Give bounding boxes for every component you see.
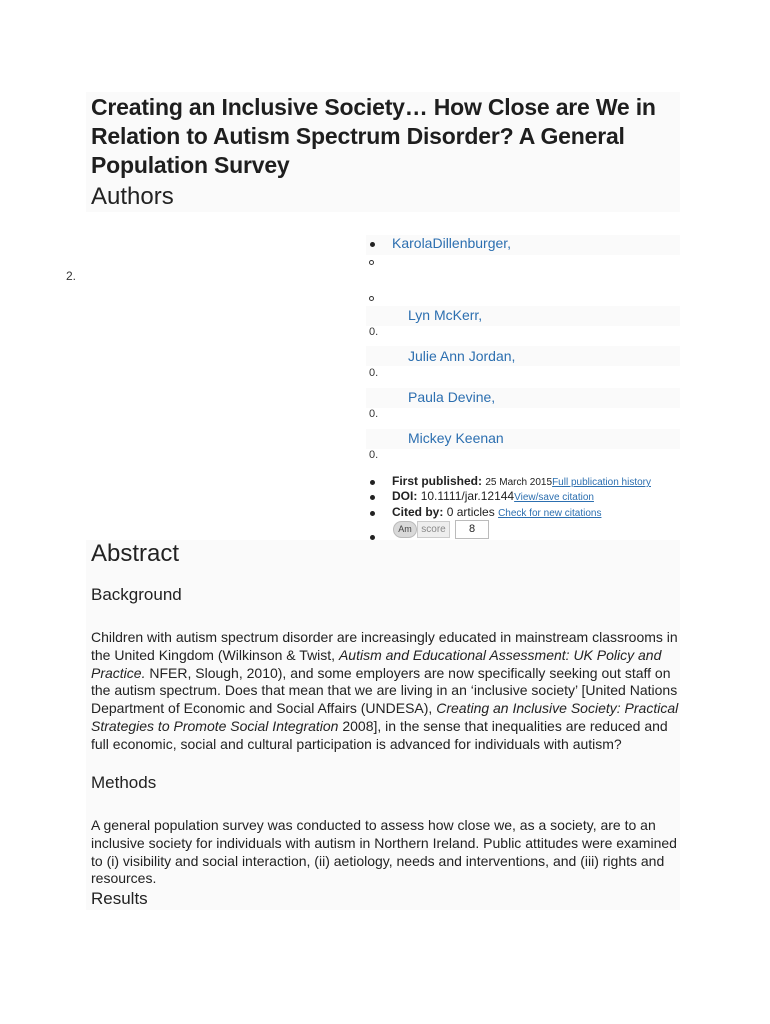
list-number: 2.	[66, 269, 77, 283]
altmetric-score: 8	[455, 520, 489, 539]
publication-history-link[interactable]: Full publication history	[552, 477, 651, 488]
background-heading: Background	[91, 585, 182, 604]
doi-value: 10.1111/jar.12144	[420, 489, 515, 503]
bullet-icon	[370, 495, 375, 500]
authors-heading: Authors	[91, 183, 174, 210]
circle-bullet-icon	[369, 260, 374, 265]
sublist-marker: 0.	[369, 367, 379, 379]
sublist-marker: 0.	[369, 326, 379, 338]
first-published-label: First published:	[392, 474, 482, 488]
background-citation-title-1: Autism and Educational Assessment: UK Policy and Practice.	[91, 646, 662, 681]
background-paragraph	[91, 629, 681, 754]
cited-by-row	[392, 505, 601, 519]
background-text-2: NFER, Slough, 2010), and some employers are now specifically seeking out staff on the autism spectrum. Does that mean that we are living in an ‘inclusive society’ [United Nations Department of Economic and Social Affairs (UNDESA),	[91, 664, 678, 717]
author-link-dillenburger[interactable]: KarolaDillenburger,	[392, 235, 512, 251]
cited-by-label: Cited by:	[392, 505, 444, 519]
article-title: Creating an Inclusive Society… How Close are We in Relation to Autism Spectrum Disorder? A General Population Survey	[91, 94, 656, 178]
doi-row	[392, 489, 594, 503]
bullet-icon	[370, 242, 375, 247]
altmetric-icon: Am	[393, 521, 417, 538]
abstract-heading: Abstract	[91, 540, 180, 567]
background-citation-title-2: Creating an Inclusive Society: Practical Strategies to Promote Social Integration	[91, 700, 679, 734]
bullet-icon	[370, 480, 375, 485]
bullet-icon	[370, 511, 375, 516]
results-heading: Results	[91, 889, 148, 908]
background-text-3: 2008], in the sense that inequalities are reduced and full economic, social and cultural participation is advanced for individuals with autism?	[91, 717, 668, 752]
first-published-row	[392, 474, 651, 488]
author-link-keenan[interactable]: Mickey Keenan	[408, 430, 504, 446]
author-link-mckerr[interactable]: Lyn McKerr,	[408, 307, 483, 323]
sublist-marker: 0.	[369, 449, 379, 461]
sublist-marker: 0.	[369, 408, 379, 420]
author-link-devine[interactable]: Paula Devine,	[408, 389, 496, 405]
author-link-jordan[interactable]: Julie Ann Jordan,	[408, 348, 516, 364]
methods-paragraph: A general population survey was conducted to assess how close we, as a society, are to an inclusive society for individuals with autism in Northern Ireland. Public attitudes were examined to (i) visibility and social interaction, (ii) aetiology, needs and interventions, and (iii) rights and resources.	[91, 817, 677, 887]
altmetric-label: score	[417, 521, 450, 538]
methods-heading: Methods	[91, 773, 157, 792]
doi-label: DOI:	[392, 489, 418, 503]
background-text-1: Children with autism spectrum disorder are increasingly educated in mainstream classrooms in the United Kingdom (Wilkinson & Twist,	[91, 629, 678, 663]
altmetric-badge[interactable]	[393, 520, 497, 539]
first-published-date: 25 March 2015	[485, 477, 553, 488]
cited-by-value: 0 articles	[446, 505, 495, 519]
view-citation-link[interactable]: View/save citation	[514, 492, 594, 503]
circle-bullet-icon	[369, 296, 374, 301]
check-citations-link[interactable]: Check for new citations	[498, 508, 602, 519]
bullet-icon	[370, 535, 375, 540]
